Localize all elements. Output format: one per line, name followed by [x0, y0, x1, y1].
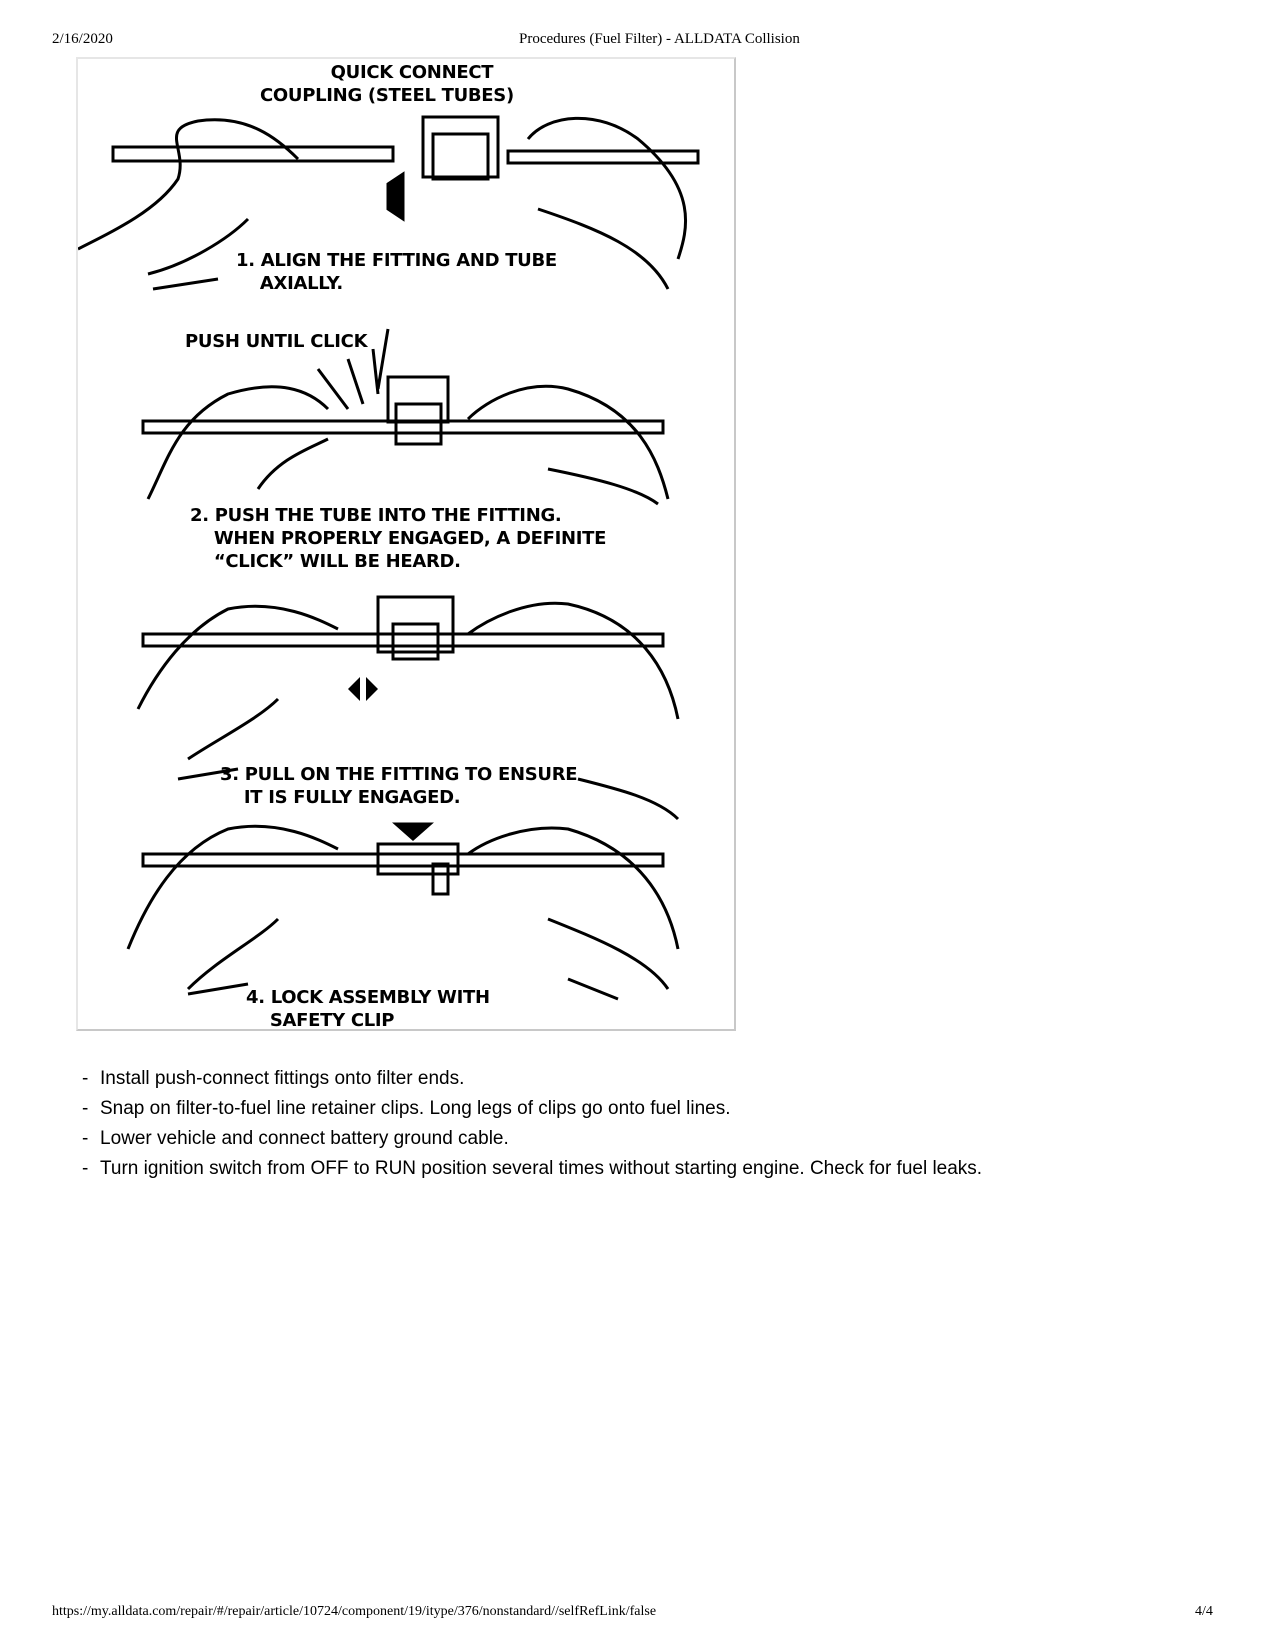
step-text: Turn ignition switch from OFF to RUN position several times without starting engine. Check for fuel leaks.	[100, 1158, 983, 1179]
figure-title-line2: COUPLING (STEEL TUBES)	[260, 85, 514, 106]
step2-caption: 2. PUSH THE TUBE INTO THE FITTING. WHEN PROPERLY ENGAGED, A DEFINITE “CLICK” WILL BE HEARD.	[190, 505, 607, 572]
print-date: 2/16/2020	[52, 31, 113, 47]
page-url: https://my.alldata.com/repair/#/repair/article/10724/component/19/itype/376/nonstandard//selfRefLink/false	[52, 1604, 657, 1619]
step-text: Install push-connect fittings onto filter ends.	[100, 1068, 465, 1089]
step-item: - Snap on filter-to-fuel line retainer clips. Long legs of clips go onto fuel lines.	[82, 1098, 731, 1119]
arrow-left-icon	[388, 174, 403, 219]
procedure-steps	[82, 1066, 982, 1186]
step3-caption: 3. PULL ON THE FITTING TO ENSURE IT IS FULLY ENGAGED.	[220, 764, 578, 808]
double-arrow-icon	[348, 677, 378, 701]
push-until-click-label: PUSH UNTIL CLICK	[185, 331, 368, 352]
page-title: Procedures (Fuel Filter) - ALLDATA Collision	[519, 31, 800, 47]
step-text: Lower vehicle and connect battery ground cable.	[100, 1128, 509, 1149]
step-text: Snap on filter-to-fuel line retainer clips. Long legs of clips go onto fuel lines.	[100, 1098, 731, 1119]
arrow-down-icon	[396, 824, 430, 839]
step-item: - Install push-connect fittings onto filter ends.	[82, 1068, 465, 1089]
step1-caption: 1. ALIGN THE FITTING AND TUBE AXIALLY.	[236, 250, 557, 294]
quick-connect-illustration	[76, 57, 736, 1031]
step4-caption: 4. LOCK ASSEMBLY WITH SAFETY CLIP	[246, 987, 490, 1031]
step-item: - Turn ignition switch from OFF to RUN position several times without starting engine. Check for fuel leaks.	[82, 1158, 983, 1179]
tube-left	[113, 147, 393, 161]
page-number: 4/4	[1195, 1604, 1213, 1619]
panel-push	[143, 329, 668, 504]
tube-right	[508, 151, 698, 163]
panel-lock	[128, 824, 678, 999]
step-item: - Lower vehicle and connect battery ground cable.	[82, 1128, 509, 1149]
figure-title-line1: QUICK CONNECT	[330, 62, 494, 83]
figure-title	[260, 61, 514, 107]
